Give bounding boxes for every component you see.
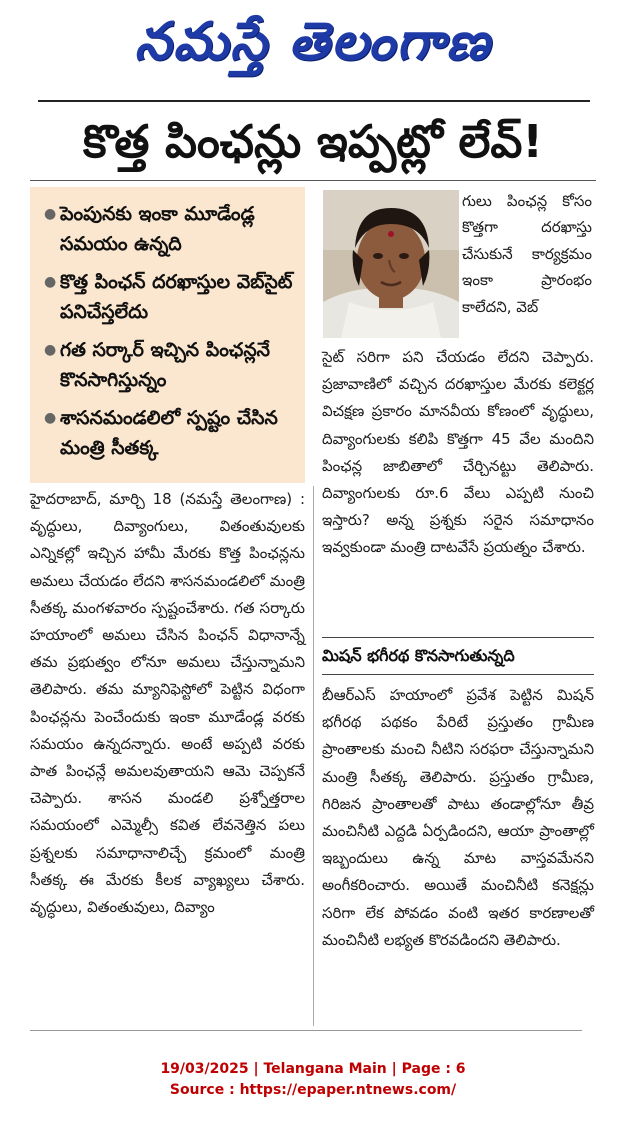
bullet-icon: ● — [44, 342, 57, 358]
article-text-right-top: గులు పింఛన్ల కోసం కొత్తగా దరఖాస్తు చేసుకునే కార్యక్రమం ఇంకా ప్రారంభం కాలేదని, వెబ్ — [462, 192, 592, 316]
masthead-logo: నమస్తే తెలంగాణ — [134, 11, 492, 72]
highlight-text: కొత్త పింఛన్ దరఖాస్తుల వెబ్‌సైట్ పనిచేస్తలేదు — [60, 271, 293, 323]
minister-photo — [323, 190, 459, 338]
highlight-text: శాసనమండలిలో స్పష్టం చేసిన మంత్రి సీతక్క — [60, 407, 278, 459]
portrait-illustration — [323, 190, 459, 338]
highlight-item — [44, 267, 295, 327]
footer-date-page: 19/03/2025 | Telangana Main | Page : 6 — [160, 1061, 466, 1077]
article-text-right-bottom: బీఆర్ఎస్ హయాంలో ప్రవేశ పెట్టిన మిషన్ భగీరథ పథకం పేరిటే ప్రస్తుతం గ్రామీణ ప్రాంతాలకు మంచి నీటిని సరఫరా చేస్తున్నామని మంత్రి సీతక్క తెలిపారు. ప్రస్తుతం గ్రామీణ, గిరిజన ప్రాంతాలతో పాటు తండాల్లోనూ తీవ్ర మంచినీటి ఎద్దడి ఏర్పడిందని, ఆయా ప్రాంతాల్లో ఇబ్బందులు ఉన్న మాట వాస్తవమేనని అంగీకరించారు. అయితే మంచినీటి కనెక్షన్లు సరిగా లేక పోవడం వంటి ఇతర కారణాలతో మంచినీటి లభ్యత కొరవడిందని తెలిపారు. — [322, 686, 594, 949]
highlight-item — [44, 199, 295, 259]
highlight-item — [44, 335, 295, 395]
footer-divider — [30, 1030, 582, 1031]
subheading-top-divider — [322, 637, 594, 638]
masthead-divider — [38, 100, 590, 102]
bullet-icon: ● — [44, 410, 57, 426]
highlight-text: పెంపునకు ఇంకా మూడేండ్ల సమయం ఉన్నది — [60, 203, 255, 255]
article-text-left-column: హైదరాబాద్, మార్చి 18 (నమస్తే తెలంగాణ) : వృద్ధులు, దివ్యాంగులు, వితంతువులకు ఎన్నికల్లో ఇచ్చిన హామీ మేరకు కొత్త పింఛన్లను అమలు చేయడం లేదని శాసనమండలిలో మంత్రి సీతక్క మంగళవారం స్పష్టంచేశారు. గత సర్కారు హయాంలో అమలు చేసిన పింఛన్ విధానాన్నే తమ ప్రభుత్వం లోనూ అమలు చేస్తున్నామని తెలిపారు. తమ మ్యానిఫెస్టోలో పెట్టిన విధంగా పింఛన్లను పెంచేందుకు ఇంకా మూడేండ్ల వరకు సమయం ఉన్నదన్నారు. అంటే అప్పటి వరకు పాత పింఛన్లే అమలవుతాయని ఆమె చెప్పకనే చెప్పారు. శాసన మండలి ప్రశ్నోత్తరాల సమయంలో ఎమ్మెల్సీ కవిత లేవనెత్తిన పలు ప్రశ్నలకు సమాధానాలిచ్చే క్రమంలో మంత్రి సీతక్క ఈ మేరకు కీలక వ్యాఖ్యలు చేశారు. వృద్ధులు, వితంతువులు, దివ్యాం — [30, 490, 305, 917]
highlight-text: గత సర్కార్ ఇచ్చిన పింఛన్లనే కొనసాగిస్తున్నం — [60, 339, 271, 391]
article-subheading: మిషన్ భగీరథ కొనసాగుతున్నది — [322, 646, 515, 665]
bullet-icon: ● — [44, 274, 57, 290]
highlights-box — [30, 187, 305, 483]
footer-source: Source : https://epaper.ntnews.com/ — [169, 1082, 457, 1098]
headline-divider — [30, 180, 596, 181]
column-divider — [313, 486, 314, 1026]
article-headline: కొత్త పింఛన్లు ఇప్పట్లో లేవ్! — [83, 115, 543, 168]
article-text-right-middle: సైట్ సరిగా పని చేయడం లేదని చెప్పారు. ప్రజావాణిలో వచ్చిన దరఖాస్తుల మేరకు కలెక్టర్ల విచక్షణ ప్రకారం మానవీయ కోణంలో వృద్ధులు, దివ్యాంగులకు కలిపి కొత్తగా 45 వేల మందిని పింఛన్ల జాబితాలో చేర్చినట్టు తెలిపారు. దివ్యాంగులకు రూ.6 వేలు ఎప్పటి నుంచి ఇస్తారు? అన్న ప్రశ్నకు సరైన సమాధానం ఇవ్వకుండా మంత్రి దాటవేసే ప్రయత్నం చేశారు. — [322, 348, 594, 557]
subheading-bottom-divider — [322, 674, 594, 675]
bullet-icon: ● — [44, 206, 57, 222]
highlight-item — [44, 403, 295, 463]
